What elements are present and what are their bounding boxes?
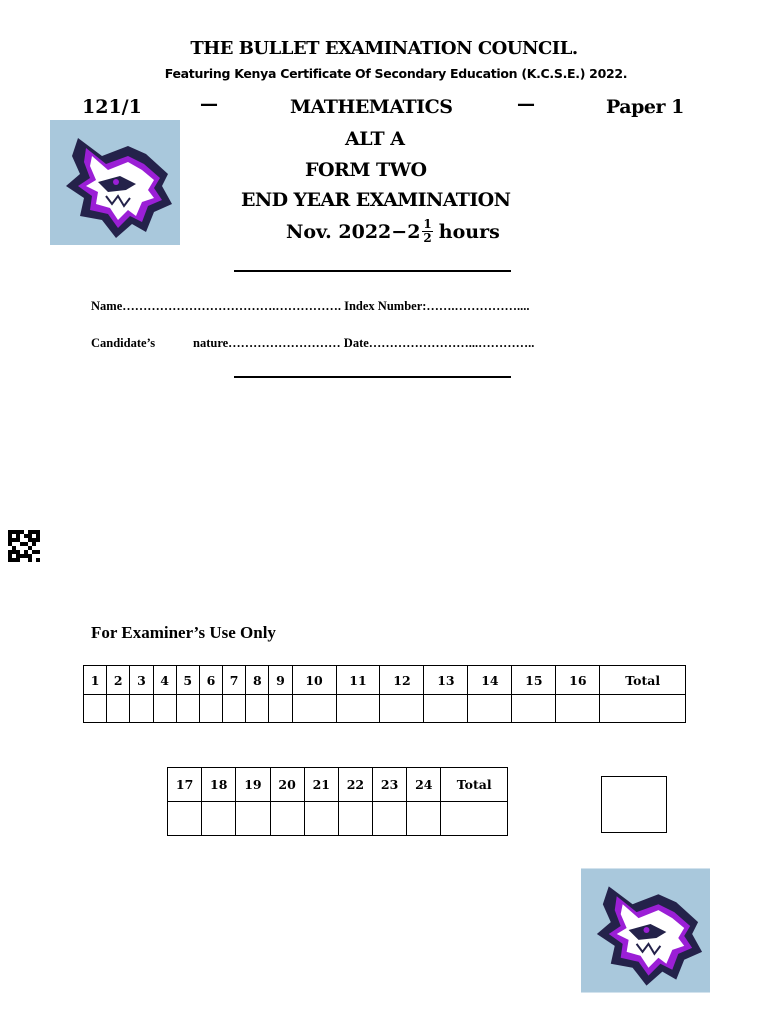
duration-fraction <box>422 218 432 245</box>
signature-date-line: nature……………………… Date……………………...………….. <box>193 336 535 350</box>
marks-entry-cell[interactable] <box>556 695 600 723</box>
marks-header-cell: 6 <box>199 666 222 695</box>
marks-entry-cell[interactable] <box>468 695 512 723</box>
marks-header-cell: 13 <box>424 666 468 695</box>
marks-entry-cell[interactable] <box>202 802 236 836</box>
marks-entry-cell[interactable] <box>380 695 424 723</box>
marks-entry-cell[interactable] <box>223 695 246 723</box>
marks-header-cell: 5 <box>176 666 199 695</box>
marks-header-cell: 7 <box>223 666 246 695</box>
alt-label: ALT A <box>345 128 405 150</box>
marks-table-1 <box>83 665 686 723</box>
duration-denominator: 2 <box>423 231 432 245</box>
marks-header-cell: 2 <box>107 666 130 695</box>
marks-header-cell: 23 <box>373 768 407 802</box>
rule-bottom <box>234 376 511 378</box>
marks-entry-cell[interactable] <box>338 802 372 836</box>
marks-entry-cell[interactable] <box>441 802 508 836</box>
council-title: THE BULLET EXAMINATION COUNCIL. <box>190 38 578 59</box>
marks-entry-cell[interactable] <box>512 695 556 723</box>
marks-header-cell: 14 <box>468 666 512 695</box>
marks-header-cell: 1 <box>84 666 107 695</box>
marks-entry-cell[interactable] <box>246 695 269 723</box>
marks-header-cell: 16 <box>556 666 600 695</box>
marks-entry-cell[interactable] <box>269 695 292 723</box>
name-index-line: Name……………………………….……………. Index Number:…….…………….... <box>91 299 530 313</box>
marks-header-cell: 15 <box>512 666 556 695</box>
duration-whole: −2 <box>391 220 421 243</box>
marks-header-cell: 19 <box>236 768 270 802</box>
wolf-logo-icon <box>50 120 180 245</box>
date-duration <box>286 218 500 245</box>
subject-title: MATHEMATICS <box>290 96 453 118</box>
marks-entry-cell[interactable] <box>407 802 441 836</box>
marks-header-cell: 22 <box>338 768 372 802</box>
dash-left: — <box>200 94 218 115</box>
duration-numerator: 1 <box>423 217 432 231</box>
marks-header-cell: 8 <box>246 666 269 695</box>
marks-entry-cell[interactable] <box>304 802 338 836</box>
marks-entry-cell[interactable] <box>176 695 199 723</box>
marks-header-cell: 3 <box>130 666 153 695</box>
marks-entry-cell[interactable] <box>336 695 380 723</box>
marks-entry-cell[interactable] <box>199 695 222 723</box>
marks-entry-cell[interactable] <box>168 802 202 836</box>
paper-number: Paper 1 <box>606 96 684 118</box>
marks-header-cell: 12 <box>380 666 424 695</box>
marks-header-cell: 20 <box>270 768 304 802</box>
grand-total-box[interactable] <box>601 776 667 833</box>
rule-top <box>234 270 511 272</box>
examiner-title: For Examiner’s Use Only <box>91 623 276 642</box>
marks-header-cell: 24 <box>407 768 441 802</box>
wolf-logo-icon <box>581 868 710 993</box>
marks-header-cell: Total <box>441 768 508 802</box>
marks-header-cell: Total <box>600 666 686 695</box>
marks-header-cell: 11 <box>336 666 380 695</box>
marks-entry-cell[interactable] <box>292 695 336 723</box>
marks-entry-cell[interactable] <box>84 695 107 723</box>
marks-entry-cell[interactable] <box>270 802 304 836</box>
form-label: FORM TWO <box>305 159 427 181</box>
marks-table-2 <box>167 767 508 836</box>
exam-label: END YEAR EXAMINATION <box>241 189 511 211</box>
paper-code: 121/1 <box>82 96 142 118</box>
featuring-subtitle: Featuring Kenya Certificate Of Secondary Education (K.C.S.E.) 2022. <box>164 66 628 81</box>
marks-entry-cell[interactable] <box>600 695 686 723</box>
marks-entry-cell[interactable] <box>373 802 407 836</box>
qr-code-icon <box>8 529 40 563</box>
marks-header-cell: 4 <box>153 666 176 695</box>
duration-unit: hours <box>438 220 500 243</box>
marks-header-cell: 18 <box>202 768 236 802</box>
marks-header-cell: 10 <box>292 666 336 695</box>
marks-entry-cell[interactable] <box>236 802 270 836</box>
marks-header-cell: 17 <box>168 768 202 802</box>
dash-right: — <box>517 94 535 115</box>
marks-entry-cell[interactable] <box>107 695 130 723</box>
signature-label: Candidate’s <box>91 336 156 350</box>
marks-header-cell: 9 <box>269 666 292 695</box>
marks-entry-cell[interactable] <box>424 695 468 723</box>
marks-header-cell: 21 <box>304 768 338 802</box>
exam-date: Nov. 2022 <box>286 220 392 243</box>
marks-entry-cell[interactable] <box>153 695 176 723</box>
marks-entry-cell[interactable] <box>130 695 153 723</box>
